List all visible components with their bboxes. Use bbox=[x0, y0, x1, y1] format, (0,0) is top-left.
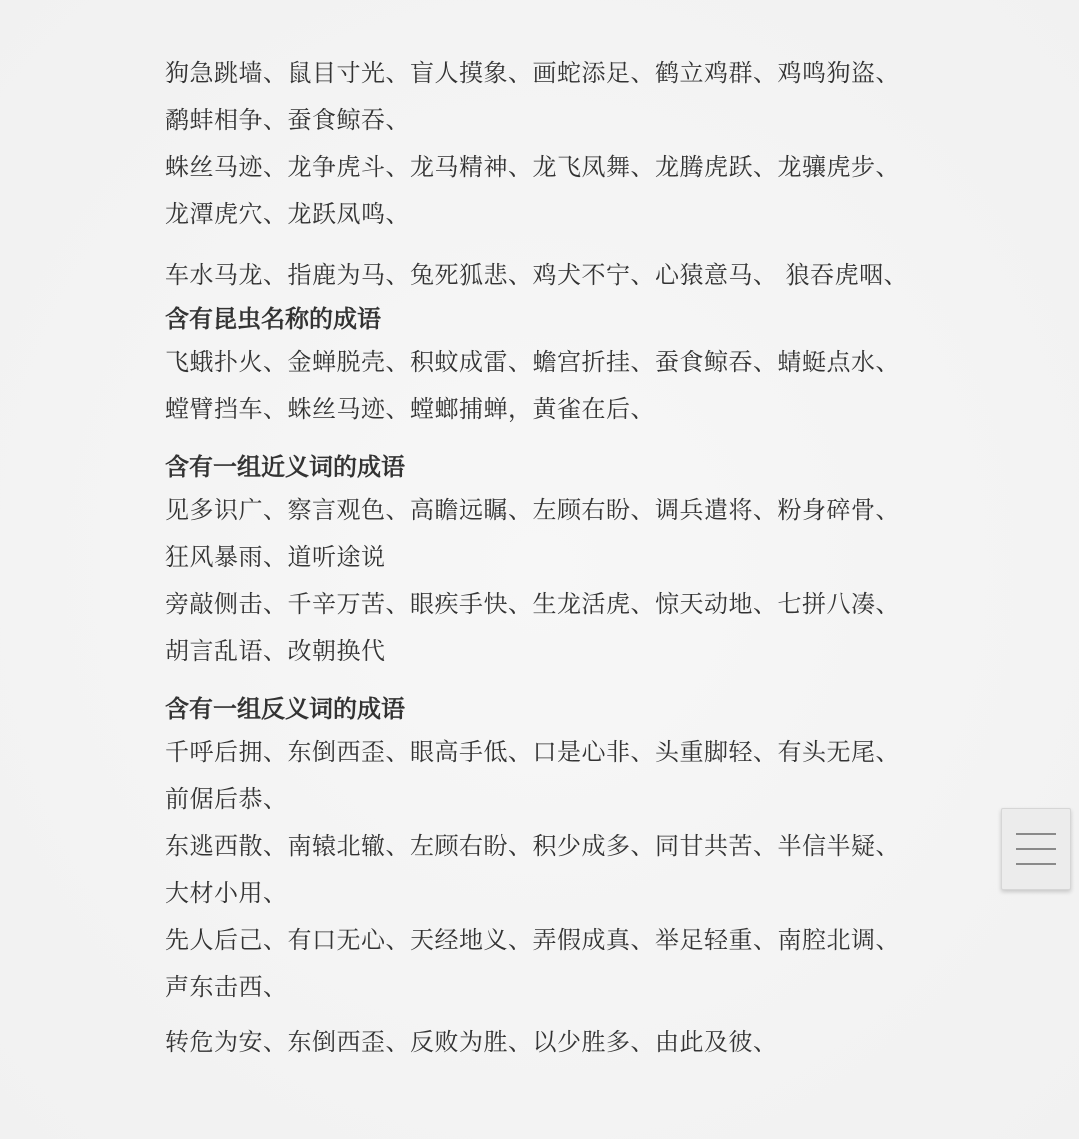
text-line: 见多识广、察言观色、高瞻远瞩、左顾右盼、调兵遣将、粉身碎骨、 bbox=[165, 496, 900, 524]
text-line: 龙潭虎穴、龙跃凤鸣、 bbox=[165, 200, 410, 228]
text-line: 胡言乱语、改朝换代 bbox=[165, 637, 386, 665]
section-heading-insects: 含有昆虫名称的成语 bbox=[165, 305, 381, 333]
hamburger-menu-icon-bar bbox=[1016, 848, 1056, 850]
text-line: 声东击西、 bbox=[165, 973, 288, 1001]
hamburger-menu-icon bbox=[1016, 833, 1056, 835]
text-line: 狂风暴雨、道听途说 bbox=[165, 543, 386, 571]
article-content bbox=[165, 50, 925, 1066]
text-line: 前倨后恭、 bbox=[165, 785, 288, 813]
hamburger-menu-icon-bar bbox=[1016, 863, 1056, 865]
text-line: 旁敲侧击、千辛万苦、眼疾手快、生龙活虎、惊天动地、七拼八凑、 bbox=[165, 590, 900, 618]
text-line: 东逃西散、南辕北辙、左顾右盼、积少成多、同甘共苦、半信半疑、 bbox=[165, 832, 900, 860]
text-line: 狗急跳墙、鼠目寸光、盲人摸象、画蛇添足、鹤立鸡群、鸡鸣狗盗、 bbox=[165, 59, 900, 87]
menu-button[interactable] bbox=[1001, 808, 1071, 890]
text-line: 飞蛾扑火、金蝉脱壳、积蚊成雷、蟾宫折挂、蚕食鲸吞、蜻蜓点水、 bbox=[165, 348, 900, 376]
text-line: 转危为安、东倒西歪、反败为胜、以少胜多、由此及彼、 bbox=[165, 1028, 778, 1056]
text-line: 车水马龙、指鹿为马、兔死狐悲、鸡犬不宁、心猿意马、 狼吞虎咽、 bbox=[165, 261, 909, 289]
section-heading-synonyms: 含有一组近义词的成语 bbox=[165, 453, 405, 481]
text-line: 螳臂挡车、蛛丝马迹、螳螂捕蝉，黄雀在后、 bbox=[165, 395, 655, 423]
text-line: 大材小用、 bbox=[165, 879, 288, 907]
text-line: 先人后己、有口无心、天经地义、弄假成真、举足轻重、南腔北调、 bbox=[165, 926, 900, 954]
section-heading-antonyms: 含有一组反义词的成语 bbox=[165, 695, 405, 723]
text-line: 千呼后拥、东倒西歪、眼高手低、口是心非、头重脚轻、有头无尾、 bbox=[165, 738, 900, 766]
text-line: 蛛丝马迹、龙争虎斗、龙马精神、龙飞凤舞、龙腾虎跃、龙骧虎步、 bbox=[165, 153, 900, 181]
text-line: 鹬蚌相争、蚕食鲸吞、 bbox=[165, 106, 410, 134]
